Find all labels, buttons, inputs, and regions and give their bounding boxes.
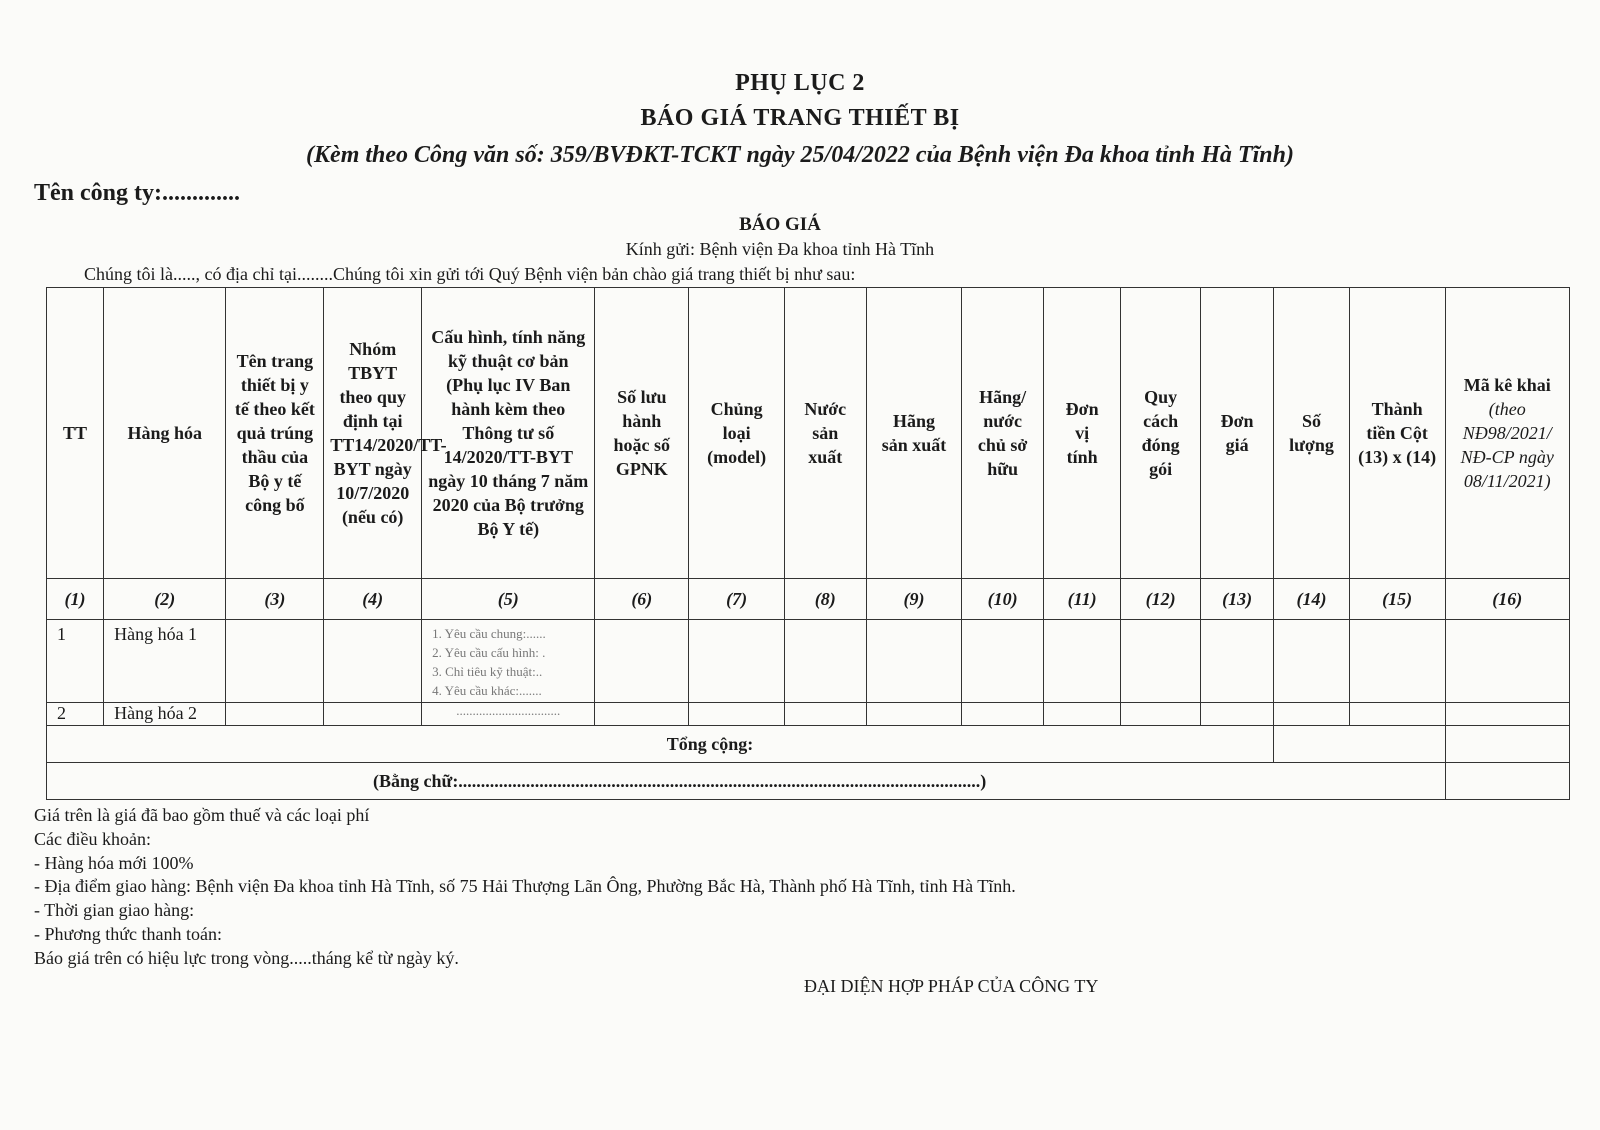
header-cell: Số lượng xyxy=(1274,288,1349,579)
note-line: Báo giá trên có hiệu lực trong vòng.....tháng kể từ ngày ký. xyxy=(34,947,459,968)
table-cell xyxy=(1200,620,1273,703)
header-cell: Số lưu hành hoặc số GPNK xyxy=(595,288,689,579)
column-number: (9) xyxy=(866,579,962,620)
column-number: (6) xyxy=(595,579,689,620)
note-line: Các điều khoản: xyxy=(34,828,151,849)
header-cell: Thành tiền Cột (13) x (14) xyxy=(1349,288,1445,579)
table-cell xyxy=(1043,620,1120,703)
column-number: (5) xyxy=(422,579,595,620)
column-number: (13) xyxy=(1200,579,1273,620)
header-cell: Nhóm TBYT theo quy định tại TT14/2020/TT-BYT ngày 10/7/2020 (nếu có) xyxy=(324,288,422,579)
table-row xyxy=(47,703,1570,726)
column-number: (2) xyxy=(104,579,226,620)
terms-notes xyxy=(34,804,1016,971)
table-cell xyxy=(1445,703,1569,726)
column-number-row xyxy=(47,579,1570,620)
table-header-row xyxy=(47,288,1570,579)
spec-cell xyxy=(422,620,595,703)
company-name-field: Tên công ty:............. xyxy=(34,180,240,206)
spec-line: 2. Yêu cầu cấu hình: . xyxy=(432,645,546,660)
header-cell: Tên trang thiết bị y tế theo kết quả trúng thầu của Bộ y tế công bố xyxy=(226,288,324,579)
item-name: Hàng hóa 1 xyxy=(104,620,226,703)
header-cell: Chủng loại (model) xyxy=(689,288,785,579)
table-cell xyxy=(324,703,422,726)
total-row xyxy=(47,726,1570,763)
note-line: Giá trên là giá đã bao gồm thuế và các loại phí xyxy=(34,805,370,825)
note-line: - Địa điểm giao hàng: Bệnh viện Đa khoa tỉnh Hà Tĩnh, số 75 Hải Thượng Lãn Ông, Phường Bắc Hà, Thành phố Hà Tĩnh, tỉnh Hà Tĩnh. xyxy=(34,876,1016,897)
table-cell xyxy=(689,620,785,703)
total-label: Tổng cộng: xyxy=(47,726,1274,763)
table-cell xyxy=(785,620,867,703)
column-number: (12) xyxy=(1121,579,1201,620)
header-cell xyxy=(1445,288,1569,579)
spec-placeholder: ................................ xyxy=(456,703,561,718)
table-cell xyxy=(595,703,689,726)
table-cell xyxy=(1349,703,1445,726)
column-number: (11) xyxy=(1043,579,1120,620)
column-number: (7) xyxy=(689,579,785,620)
amount-in-words-label: (Bằng chữ:....................................................................................................................) xyxy=(47,763,1446,800)
header-cell: Hàng hóa xyxy=(104,288,226,579)
column-number: (1) xyxy=(47,579,104,620)
note-line: - Hàng hóa mới 100% xyxy=(34,852,194,873)
document-title: BÁO GIÁ TRANG THIẾT BỊ xyxy=(640,105,960,131)
spec-line: 4. Yêu cầu khác:....... xyxy=(432,683,542,698)
header-cell: Quy cách đóng gói xyxy=(1121,288,1201,579)
table-cell xyxy=(324,620,422,703)
header-cell: Hãng/ nước chủ sở hữu xyxy=(962,288,1044,579)
note-line: - Thời gian giao hàng: xyxy=(34,900,195,921)
total-amount-cell xyxy=(1274,726,1445,763)
table-cell xyxy=(595,620,689,703)
quotation-table xyxy=(46,287,1570,800)
table-cell xyxy=(689,703,785,726)
quote-recipient: Kính gửi: Bệnh viện Đa khoa tỉnh Hà Tĩnh xyxy=(625,239,935,259)
signature-label: ĐẠI DIỆN HỢP PHÁP CỦA CÔNG TY xyxy=(804,976,1099,996)
table-cell xyxy=(1445,726,1569,763)
header-cell: Đơn giá xyxy=(1200,288,1273,579)
column-number: (10) xyxy=(962,579,1044,620)
header-cell: Cấu hình, tính năng kỹ thuật cơ bản (Phụ lục IV Ban hành kèm theo Thông tư số 14/2020/TT-BYT ngày 10 tháng 7 năm 2020 của Bộ trưởng Bộ Y tế) xyxy=(422,288,595,579)
column-number: (15) xyxy=(1349,579,1445,620)
table-cell xyxy=(1274,703,1349,726)
column-number: (4) xyxy=(324,579,422,620)
spec-line: 3. Chỉ tiêu kỹ thuật:.. xyxy=(432,664,543,679)
item-name: Hàng hóa 2 xyxy=(104,703,226,726)
header-cell: TT xyxy=(47,288,104,579)
table-cell xyxy=(1445,620,1569,703)
header-cell-label: Mã kê khai xyxy=(1463,375,1551,395)
table-cell xyxy=(962,620,1044,703)
table-cell xyxy=(1349,620,1445,703)
column-number: (16) xyxy=(1445,579,1569,620)
table-cell xyxy=(785,703,867,726)
row-number: 1 xyxy=(47,620,104,703)
spec-line: 1. Yêu cầu chung:...... xyxy=(432,626,546,641)
note-line: - Phương thức thanh toán: xyxy=(34,923,223,944)
table-cell xyxy=(1043,703,1120,726)
document-subtitle: (Kèm theo Công văn số: 359/BVĐKT-TCKT ngày 25/04/2022 của Bệnh viện Đa khoa tỉnh Hà Tĩnh) xyxy=(306,142,1294,168)
quote-title: BÁO GIÁ xyxy=(739,214,821,235)
header-cell: Đơn vị tính xyxy=(1043,288,1120,579)
appendix-label: PHỤ LỤC 2 xyxy=(735,70,865,96)
row-number: 2 xyxy=(47,703,104,726)
table-cell xyxy=(1200,703,1273,726)
table-cell xyxy=(866,703,962,726)
column-number: (8) xyxy=(785,579,867,620)
table-cell xyxy=(866,620,962,703)
header-cell: Nước sản xuất xyxy=(785,288,867,579)
column-number: (14) xyxy=(1274,579,1349,620)
header-cell: Hãng sản xuất xyxy=(866,288,962,579)
table-cell xyxy=(1121,620,1201,703)
table-cell xyxy=(1445,763,1569,800)
header-cell-note: (theo NĐ98/2021/ NĐ-CP ngày 08/11/2021) xyxy=(1460,399,1554,491)
table-row xyxy=(47,620,1570,703)
quote-intro: Chúng tôi là....., có địa chỉ tại........Chúng tôi xin gửi tới Quý Bệnh viện bản chào giá trang thiết bị như sau: xyxy=(84,264,856,284)
column-number: (3) xyxy=(226,579,324,620)
table-cell xyxy=(1274,620,1349,703)
table-cell xyxy=(962,703,1044,726)
table-cell xyxy=(226,703,324,726)
table-cell xyxy=(226,620,324,703)
amount-in-words-row xyxy=(47,763,1570,800)
table-cell xyxy=(1121,703,1201,726)
spec-cell xyxy=(422,703,595,726)
